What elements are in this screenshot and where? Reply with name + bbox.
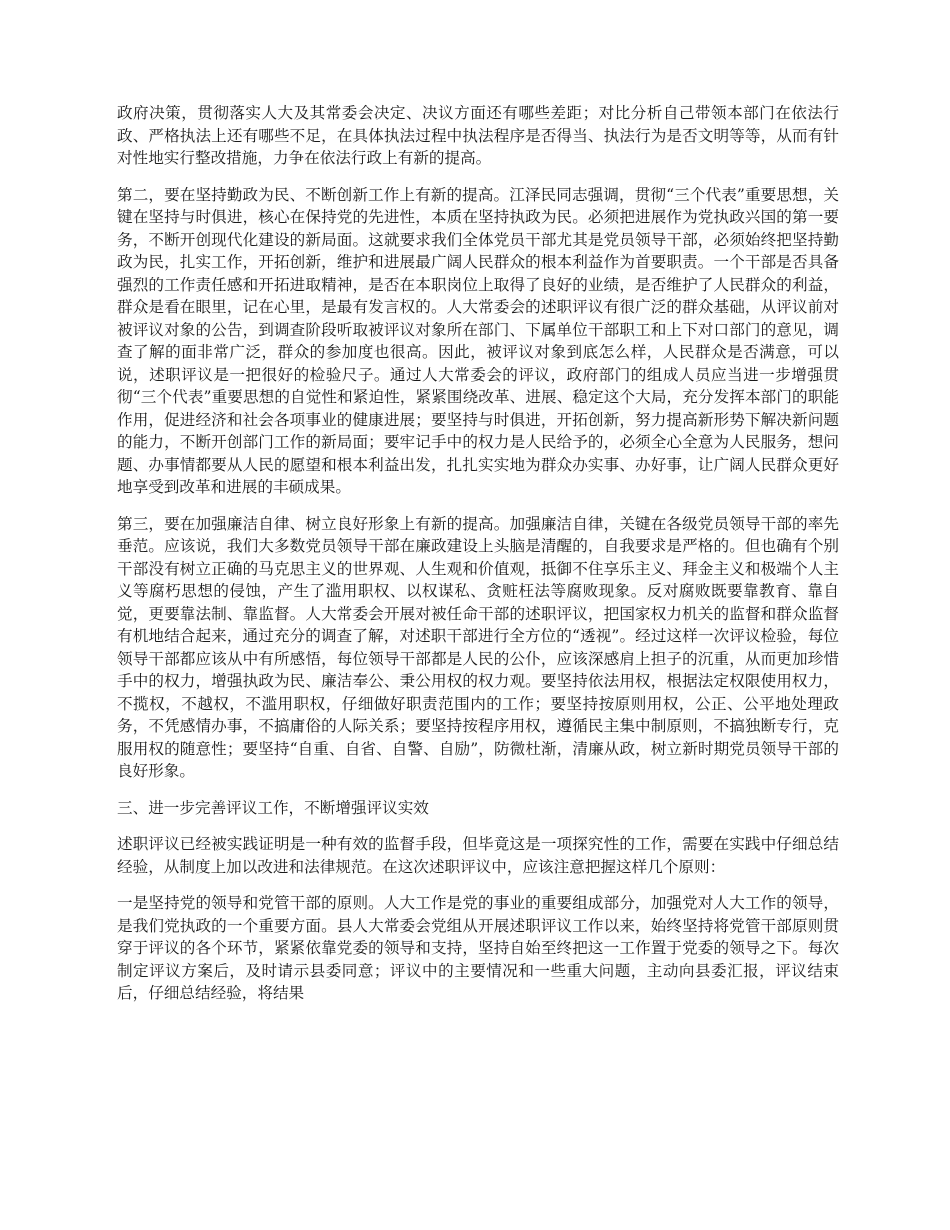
section-heading: 三、进一步完善评议工作，不断增强评议实效 — [117, 798, 429, 817]
document-body — [117, 102, 839, 1019]
paragraph-principles-intro: 述职评议已经被实践证明是一种有效的监督手段，但毕竟这是一项探究性的工作，需要在实践中仔细总结经验，从制度上加以改进和法律规范。在这次述职评议中，应该注意把握这样几个原则： — [117, 835, 839, 876]
paragraph-second-point: 第二，要在坚持勤政为民、不断创新工作上有新的提高。江泽民同志强调，贯彻“三个代表”重要思想，关键在坚持与时俱进，核心在保持党的先进性，本质在坚持执政为民。必须把进展作为党执政兴国的第一要务，不断开创现代化建设的新局面。这就要求我们全体党员干部尤其是党员领导干部，必须始终把坚持勤政为民，扎实工作，开拓创新，维护和进展最广阔人民群众的根本利益作为首要职责。一个干部是否具备强烈的工作责任感和开拓进取精神，是否在本职岗位上取得了良好的业绩，是否维护了人民群众的利益，群众是看在眼里，记在心里，是最有发言权的。人大常委会的述职评议有很广泛的群众基础，从评议前对被评议对象的公告，到调查阶段听取被评议对象所在部门、下属单位干部职工和上下对口部门的意见，调查了解的面非常广泛，群众的参加度也很高。因此，被评议对象到底怎么样，人民群众是否满意，可以说，述职评议是一把很好的检验尺子。通过人大常委会的评议，政府部门的组成人员应当进一步增强贯彻“三个代表”重要思想的自觉性和紧迫性，紧紧围绕改革、进展、稳定这个大局，充分发挥本部门的职能作用，促进经济和社会各项事业的健康进展；要坚持与时俱进，开拓创新，努力提高新形势下解决新问题的能力，不断开创部门工作的新局面；要牢记手中的权力是人民给予的，必须全心全意为人民服务，想问题、办事情都要从人民的愿望和根本利益出发，扎扎实实地为群众办实事、办好事，让广阔人民群众更好地享受到改革和进展的丰硕成果。 — [117, 185, 839, 496]
paragraph-third-point: 第三，要在加强廉洁自律、树立良好形象上有新的提高。加强廉洁自律，关键在各级党员领导干部的率先垂范。应该说，我们大多数党员领导干部在廉政建设上头脑是清醒的，自我要求是严格的。但也确有个别干部没有树立正确的马克思主义的世界观、人生观和价值观，抵御不住享乐主义、拜金主义和极端个人主义等腐朽思想的侵蚀，产生了滥用职权、以权谋私、贪赃枉法等腐败现象。反对腐败既要靠教育、靠自觉，更要靠法制、靠监督。人大常委会开展对被任命干部的述职评议，把国家权力机关的监督和群众监督有机地结合起来，通过充分的调查了解，对述职干部进行全方位的“透视”。经过这样一次评议检验，每位领导干部都应该从中有所感悟，每位领导干部都是人民的公仆，应该深感肩上担子的沉重，从而更加珍惜手中的权力，增强执政为民、廉洁奉公、秉公用权的权力观。要坚持依法用权，根据法定权限使用权力，不揽权，不越权，不滥用职权，仔细做好职责范围内的工作；要坚持按原则用权，公正、公平地处理政务，不凭感情办事，不搞庸俗的人际关系；要坚持按程序用权，遵循民主集中制原则，不搞独断专行，克服用权的随意性；要坚持“自重、自省、自警、自励”，防微杜渐，清廉从政，树立新时期党员领导干部的良好形象。 — [117, 514, 839, 780]
paragraph-intro-continuation: 政府决策，贯彻落实人大及其常委会决定、决议方面还有哪些差距；对比分析自己带领本部门在依法行政、严格执法上还有哪些不足，在具体执法过程中执法程序是否得当、执法行为是否文明等等，从而有针对性地实行整改措施，力争在依法行政上有新的提高。 — [117, 104, 839, 167]
paragraph-principle-one: 一是坚持党的领导和党管干部的原则。人大工作是党的事业的重要组成部分，加强党对人大工作的领导，是我们党执政的一个重要方面。县人大常委会党组从开展述职评议工作以来，始终坚持将党管干部原则贯穿于评议的各个环节，紧紧依靠党委的领导和支持，坚持自始至终把这一工作置于党委的领导之下。每次制定评议方案后，及时请示县委同意；评议中的主要情况和一些重大问题，主动向县委汇报，评议结束后，仔细总结经验，将结果 — [117, 894, 839, 1002]
